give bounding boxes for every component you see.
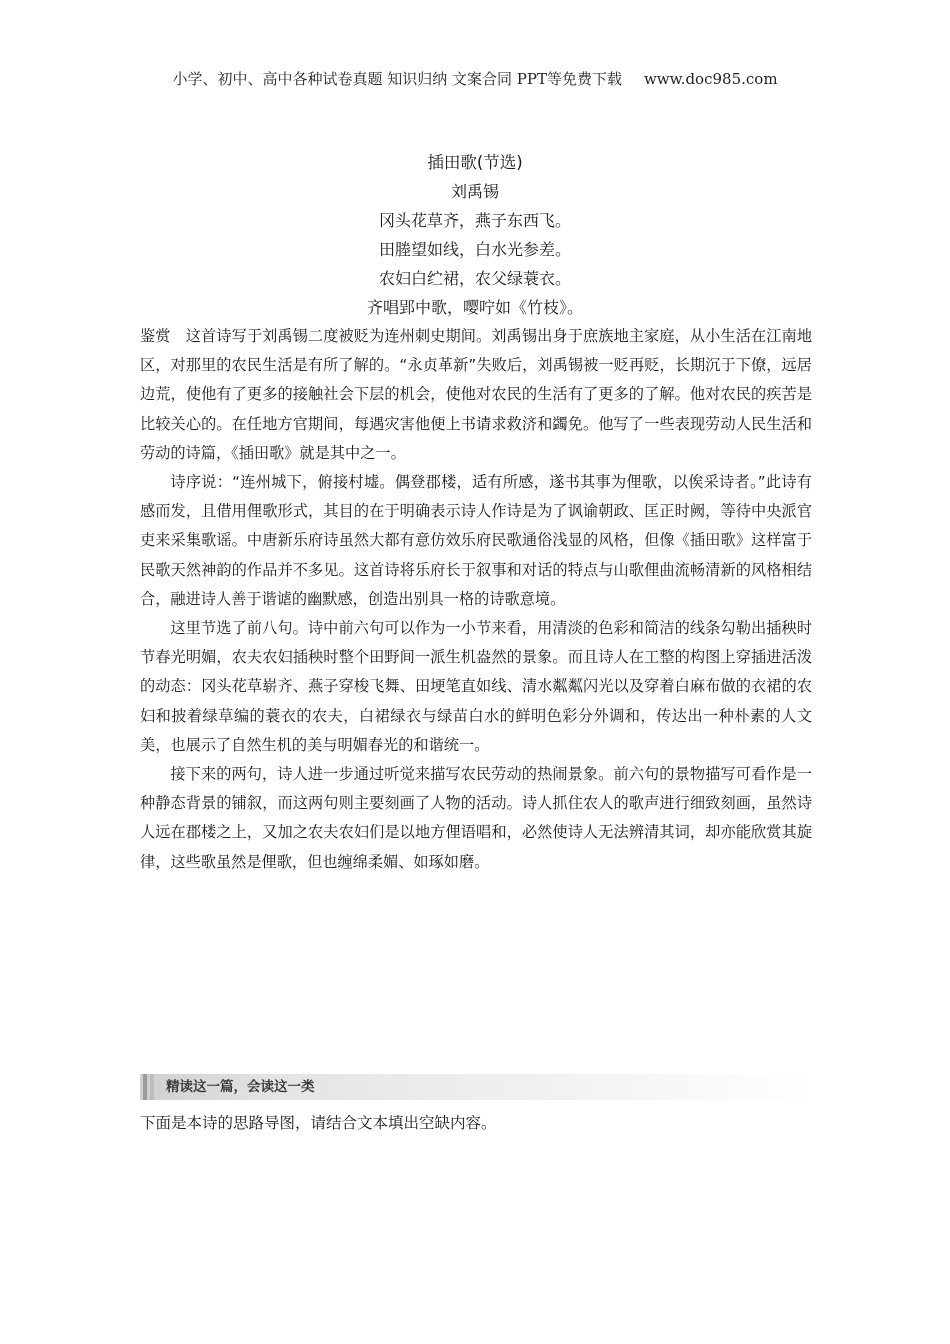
- header-site: www.doc985.com: [643, 70, 778, 88]
- appreciation-article: [140, 322, 812, 877]
- header-text: 小学、初中、高中各种试卷真题 知识归纳 文案合同 PPT等免费下载: [172, 70, 622, 88]
- poem-line: 齐唱郢中歌，嘤咛如《竹枝》。: [366, 298, 583, 317]
- poem-line: 冈头花草齐，燕子东西飞。: [378, 211, 571, 230]
- poem-author: 刘禹锡: [450, 182, 499, 201]
- page-header: [0, 68, 950, 89]
- banner-accent-bar: [150, 1074, 154, 1100]
- section-banner: [140, 1074, 812, 1100]
- appreciation-paragraph: 这里节选了前八句。诗中前六句可以作为一小节来看，用清淡的色彩和简洁的线条勾勒出插秧时节春光明媚，农夫农妇插秧时整个田野间一派生机盎然的景象。而且诗人在工整的构图上穿插进活泼的动态：冈头花草崭齐、燕子穿梭飞舞、田埂笔直如线、清水粼粼闪光以及穿着白麻布做的衣裙的农妇和披着绿草编的蓑衣的农夫，白裙绿衣与绿苗白水的鲜明色彩分外调和，传达出一种朴素的人文美，也展示了自然生机的美与明媚春光的和谐统一。: [140, 619, 812, 754]
- poem-block: [0, 148, 950, 322]
- appreciation-paragraph: 接下来的两句，诗人进一步通过听觉来描写农民劳动的热闹景象。前六句的景物描写可看作是一种静态背景的铺叙，而这两句则主要刻画了人物的活动。诗人抓住农人的歌声进行细致刻画，虽然诗人远在郡楼之上，又加之农夫农妇们是以地方俚语唱和，必然使诗人无法辨清其词，却亦能欣赏其旋律，这些歌虽然是俚歌，但也缠绵柔媚、如琢如磨。: [140, 765, 812, 871]
- poem-line: 田塍望如线，白水光参差。: [378, 240, 571, 259]
- instruction-text: 下面是本诗的思路导图，请结合文本填出空缺内容。: [140, 1114, 497, 1132]
- poem-title: 插田歌(节选): [427, 153, 523, 172]
- banner-accent-bar: [143, 1074, 147, 1100]
- appreciation-paragraph: [140, 322, 812, 468]
- paragraph-text: 这首诗写于刘禹锡二度被贬为连州刺史期间。刘禹锡出身于庶族地主家庭，从小生活在江南地区，对那里的农民生活是有所了解的。“永贞革新”失败后，刘禹锡被一贬再贬，长期沉于下僚，远居边荒，使他有了更多的接触社会下层的机会，使他对农民的生活有了更多的了解。他对农民的疾苦是比较关心的。在任地方官期间，每遇灾害他便上书请求救济和蠲免。他写了一些表现劳动人民生活和劳动的诗篇，《插田歌》就是其中之一。: [140, 327, 813, 462]
- appreciation-paragraph: 诗序说：“连州城下，俯接村墟。偶登郡楼，适有所感，遂书其事为俚歌，以俟采诗者。”此诗有感而发，且借用俚歌形式，其目的在于明确表示诗人作诗是为了讽谕朝政、匡正时阙，等待中央派官吏来采集歌谣。中唐新乐府诗虽然大都有意仿效乐府民歌通俗浅显的风格，但像《插田歌》这样富于民歌天然神韵的作品并不多见。这首诗将乐府长于叙事和对话的特点与山歌俚曲流畅清新的风格相结合，融进诗人善于谐谑的幽默感，创造出别具一格的诗歌意境。: [140, 473, 812, 608]
- appreciation-label: 鉴赏: [140, 327, 171, 345]
- banner-title: 精读这一篇，会读这一类: [166, 1079, 315, 1095]
- poem-line: 农妇白纻裙，农父绿蓑衣。: [378, 269, 571, 288]
